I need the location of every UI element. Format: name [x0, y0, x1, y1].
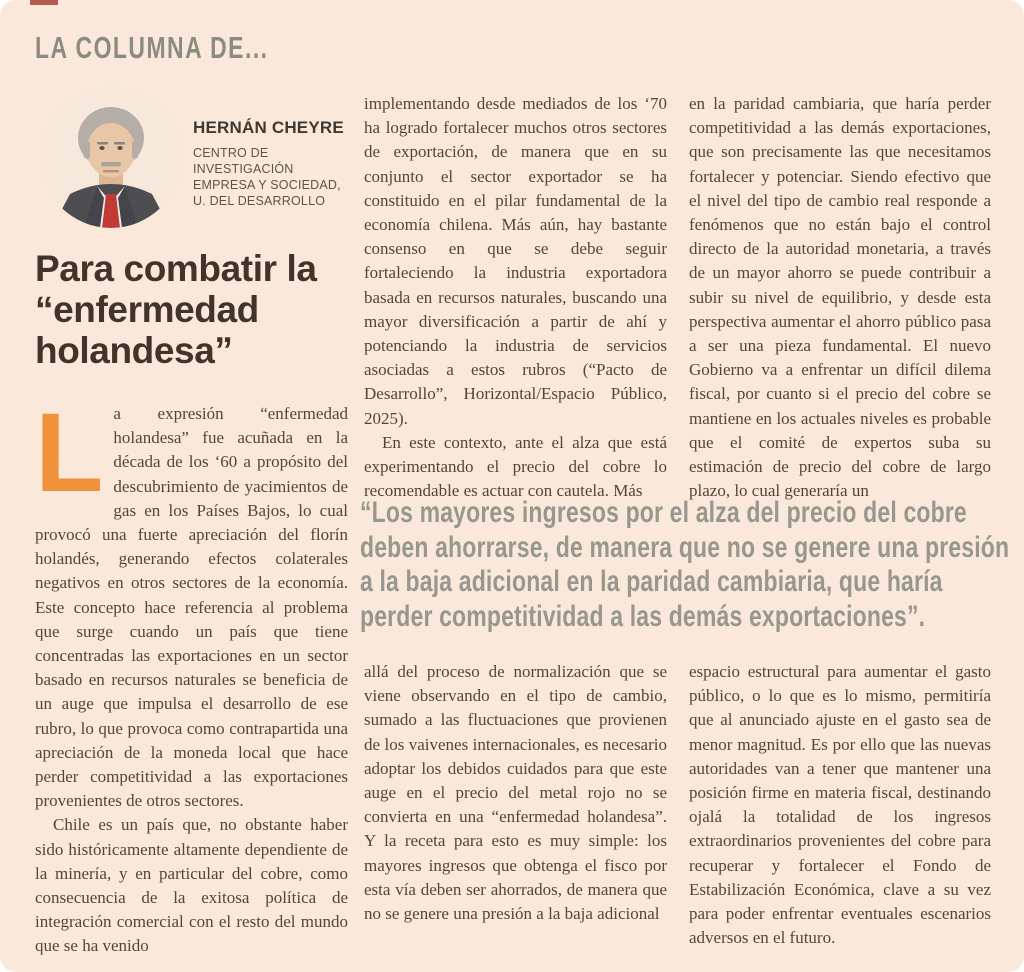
author-name: HERNÁN CHEYRE [193, 118, 344, 137]
pull-quote [360, 496, 1020, 634]
affiliation-line: INVESTIGACIÓN [193, 162, 294, 176]
article-column-1 [35, 390, 348, 959]
paragraph: Chile es un país que, no obstante haber sido históricamente altamente dependiente de la minería, y en particular del cobre, como consecuencia de la exitosa política de integración comercial con el resto del mundo que se ha venido [35, 815, 348, 956]
paragraph: espacio estructural para aumentar el gasto público, o lo que es lo mismo, permitiría que al anunciado ajuste en el gasto sea de menor magnitud. Es por ello que las nuevas autoridades van a tener que mantener una posición firme en materia fiscal, destinando ojalá la totalidad de los ingresos extraordinarios provenientes del cobre para recuperar y fortalecer el Fondo de Estabilización Económica, clave a su vez para poder enfrentar eventuales escenarios adversos en el futuro. [689, 662, 991, 948]
section-kicker-label: LA COLUMNA DE... [35, 30, 269, 65]
paragraph [35, 390, 348, 813]
dropcap-letter: L [35, 390, 104, 515]
article-column-3-bottom [689, 660, 991, 950]
paragraph: en la paridad cambiaria, que haría perder competitividad a las demás exportaciones, que son precisamente las que necesitamos fortalecer y potenciar. Siendo efectivo que el nivel del tipo de cambio real responde a fenómenos que no están bajo el control directo de la autoridad monetaria, a través de un mayor ahorro se puede contribuir a subir su nivel de equilibrio, y desde esta perspectiva aumentar el ahorro público pasa a ser una pieza fundamental. El nuevo Gobierno va a enfrentar un difícil dilema fiscal, por cuanto si el precio del cobre se mantiene en los actuales niveles es probable que el comité de expertos suba su estimación de precio del cobre de largo plazo, lo cual generaría un [689, 94, 991, 501]
article-column-2-bottom [364, 660, 667, 926]
author-info [193, 118, 353, 209]
affiliation-line: U. DEL DESARROLLO [193, 194, 326, 208]
section-kicker [35, 30, 455, 66]
paragraph-text: a expresión “enfermedad holandesa” fue acuñada en la década de los ‘60 a propósito del descubrimiento de yacimientos de gas en los Países Bajos, lo cual provocó una fuerte apreciación del florín holandés, generando efectos colaterales negativos en otros sectores de la economía. Este concepto hace referencia al problema que surge cuando un país que tiene concentradas las exportaciones en un sector basado en recursos naturales se beneficia de un auge que impulsa el desarrollo de ese rubro, lo que provoca como contrapartida una apreciación de la moneda local que hace perder competitividad a las exportaciones provenientes de otros sectores. [35, 404, 348, 811]
article-column-2-top [364, 92, 667, 503]
author-photo [40, 86, 182, 228]
article-title: Para combatir la “enfermedad holandesa” [35, 248, 317, 371]
paragraph: allá del proceso de normalización que se viene observando en el tipo de cambio, sumado a las fluctuaciones que provienen de los vaivenes internacionales, es necesario adoptar los debidos cuidados para que este auge en el precio del metal rojo no se convierta en una “enfermedad holandesa”. Y la receta para esto es muy simple: los mayores ingresos que obtenga el fisco por esta vía deben ser ahorrados, de manera que no se genere una presión a la baja adicional [364, 662, 667, 924]
author-affiliation [193, 145, 353, 209]
paragraph: En este contexto, ante el alza que está experimentando el precio del cobre lo recomendable es actuar con cautela. Más [364, 432, 667, 501]
pull-quote-text: “Los mayores ingresos por el alza del precio del cobre deben ahorrarse, de manera que no se genere una presión a la baja adicional en la paridad cambiaria, que haría perder competitividad a las demás exportaciones”. [360, 496, 1010, 633]
article-column-3-top [689, 92, 991, 503]
affiliation-line: CENTRO DE [193, 146, 269, 160]
top-edge-red-tick [30, 0, 58, 5]
affiliation-line: EMPRESA Y SOCIEDAD, [193, 178, 341, 192]
paragraph: implementando desde mediados de los ‘70 ha logrado fortalecer muchos otros sectores de exportación, de manera que en su conjunto el sector exportador se ha constituido en el pilar fundamental de la economía chilena. Más aún, hay bastante consenso en que se debe seguir fortaleciendo la industria exportadora basada en recursos naturales, buscando una mayor diversificación a partir de ahí y potenciando la industria de servicios asociadas a estos rubros (“Pacto de Desarrollo”, Horizontal/Espacio Público, 2025). [364, 94, 667, 428]
portrait-icon [40, 86, 182, 228]
